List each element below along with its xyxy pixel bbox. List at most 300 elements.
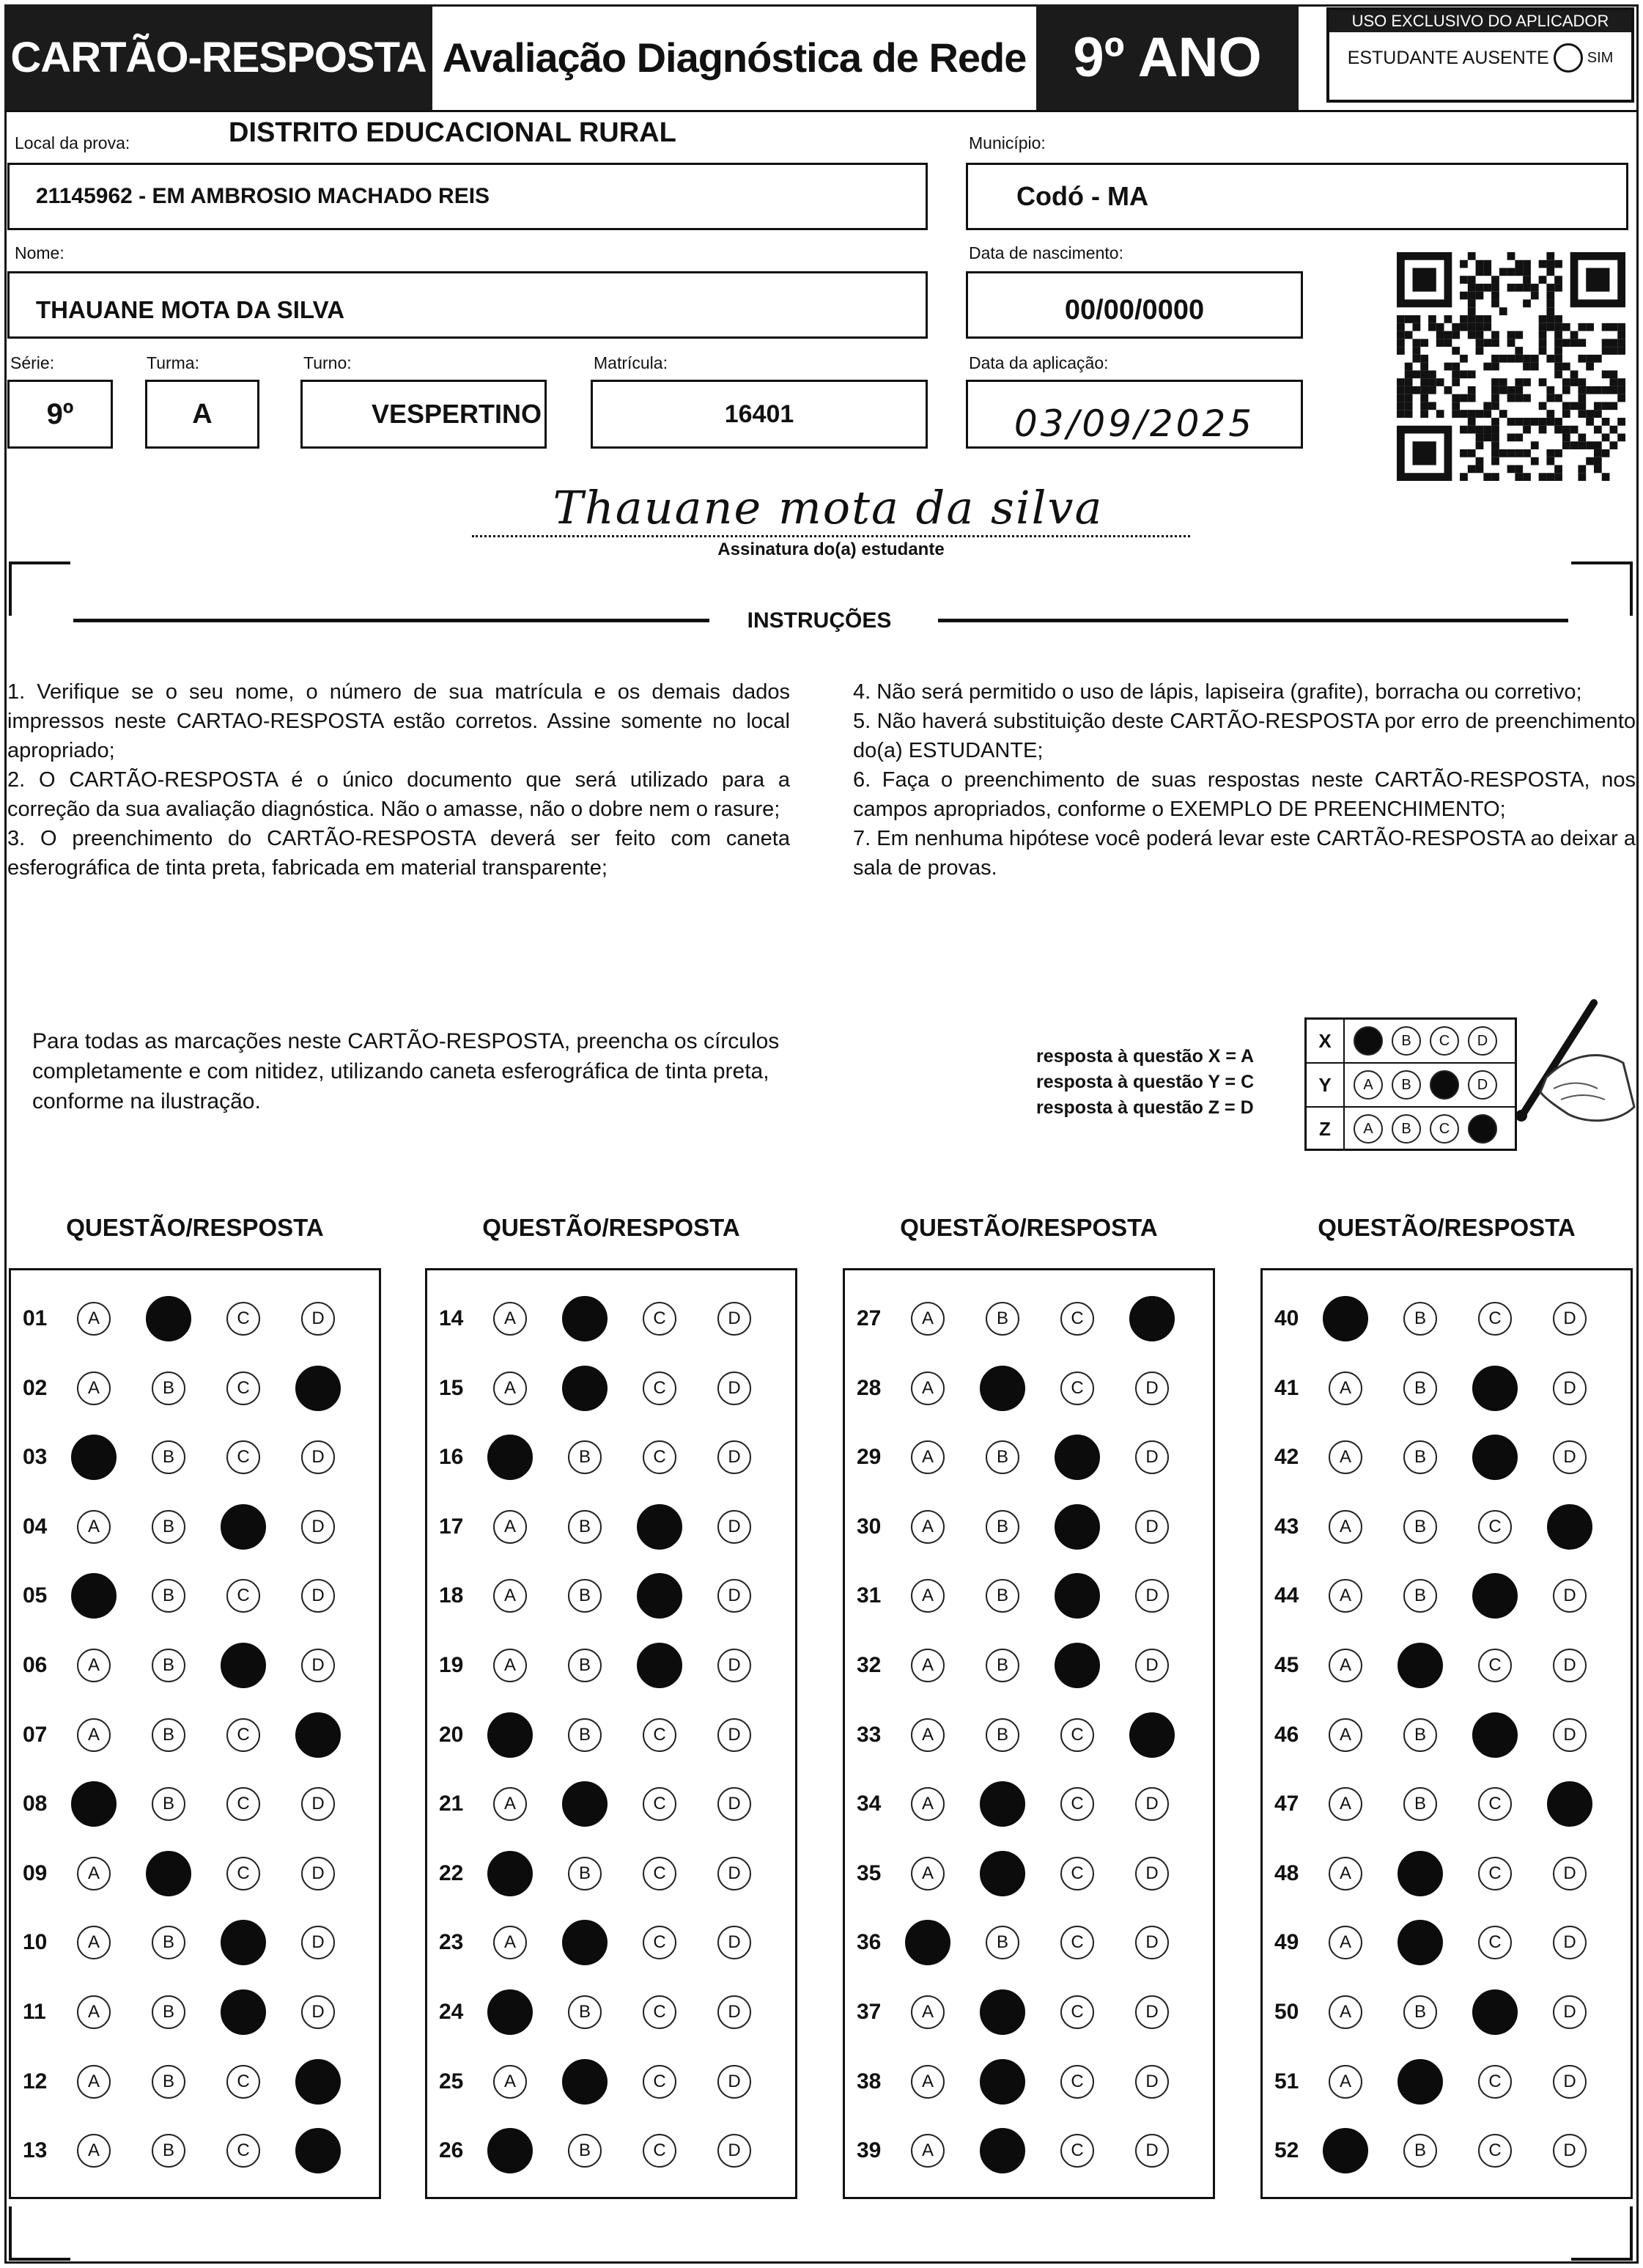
- question-number: 05: [23, 1583, 48, 1608]
- answer-bubble-c[interactable]: C: [643, 2134, 676, 2168]
- answer-bubble-a[interactable]: A: [493, 1649, 527, 1682]
- answer-row: [11, 1990, 379, 2034]
- answer-bubble-b[interactable]: B: [568, 1649, 602, 1682]
- corner-tr: [1571, 562, 1633, 616]
- answer-bubble-b[interactable]: B: [986, 1579, 1019, 1613]
- answer-bubble-a[interactable]: A: [77, 1510, 111, 1544]
- answer-bubble-a[interactable]: A: [911, 1995, 945, 2029]
- answer-bubble-b[interactable]: B: [986, 1718, 1019, 1752]
- answer-bubble-c[interactable]: [1472, 1366, 1518, 1411]
- answer-bubble-a[interactable]: A: [1329, 1857, 1362, 1890]
- question-number: 43: [1274, 1514, 1299, 1539]
- question-number: 22: [439, 1860, 464, 1885]
- answer-row: [427, 1713, 795, 1757]
- answer-bubble-d[interactable]: D: [1135, 2065, 1169, 2099]
- answer-bubble-a[interactable]: [487, 1851, 533, 1896]
- answer-bubble-b[interactable]: B: [568, 1579, 602, 1613]
- answer-bubble-d[interactable]: D: [1135, 1510, 1169, 1544]
- answer-row: [1263, 1852, 1631, 1896]
- answer-bubble-c[interactable]: C: [1478, 1926, 1512, 1959]
- answer-bubble-d[interactable]: D: [1553, 1372, 1587, 1405]
- answer-bubble-d[interactable]: D: [1553, 1440, 1587, 1474]
- answer-bubble-d[interactable]: D: [1135, 1995, 1169, 2029]
- grade-title: 9º ANO: [1036, 4, 1299, 110]
- answer-bubble-d[interactable]: D: [1553, 2134, 1587, 2168]
- answer-bubble-a[interactable]: A: [1329, 1372, 1362, 1405]
- answer-column: [843, 1268, 1215, 2199]
- answer-bubble-d[interactable]: D: [1135, 1857, 1169, 1890]
- answer-bubble-b[interactable]: [1398, 1851, 1443, 1896]
- question-number: 13: [23, 2138, 48, 2163]
- questao-resposta-heading: QUESTÃO/RESPOSTA: [482, 1214, 740, 1241]
- example-legend: [1036, 1044, 1254, 1121]
- answer-bubble-c[interactable]: [1472, 1573, 1518, 1619]
- example-bubble: C: [1430, 1026, 1459, 1056]
- answer-bubble-b[interactable]: B: [152, 1787, 185, 1821]
- answer-bubble-d[interactable]: [1129, 1712, 1175, 1758]
- answer-bubble-c[interactable]: C: [226, 2065, 260, 2099]
- answer-bubble-d[interactable]: D: [717, 1302, 751, 1336]
- answer-bubble-b[interactable]: [146, 1296, 191, 1341]
- answer-row: [1263, 1990, 1631, 2034]
- answer-bubble-a[interactable]: A: [911, 1857, 945, 1890]
- example-bubble: C: [1430, 1114, 1459, 1144]
- answer-bubble-d[interactable]: D: [1553, 1302, 1587, 1336]
- question-number: 48: [1274, 1860, 1299, 1885]
- answer-bubble-a[interactable]: A: [911, 1440, 945, 1474]
- answer-bubble-c[interactable]: [1055, 1643, 1100, 1688]
- answer-bubble-b[interactable]: B: [1403, 1579, 1437, 1613]
- answer-bubble-b[interactable]: [562, 1296, 608, 1341]
- answer-bubble-a[interactable]: A: [77, 1649, 111, 1682]
- answer-row: [845, 1921, 1213, 1965]
- nasc-value: 00/00/0000: [1064, 294, 1205, 325]
- answer-bubble-b[interactable]: B: [986, 1510, 1019, 1544]
- answer-bubble-d[interactable]: D: [1553, 1718, 1587, 1752]
- question-number: 47: [1274, 1792, 1299, 1816]
- answer-bubble-a[interactable]: A: [493, 1787, 527, 1821]
- question-number: 19: [439, 1653, 464, 1677]
- answer-row: [427, 2129, 795, 2173]
- question-number: 16: [439, 1445, 464, 1470]
- example-bubble: B: [1392, 1070, 1421, 1100]
- instr-rule-right: [938, 619, 1568, 622]
- answer-bubble-c[interactable]: [1055, 1435, 1100, 1480]
- example-bubble: D: [1468, 1070, 1497, 1100]
- answer-bubble-a[interactable]: [71, 1435, 117, 1480]
- answer-bubble-c[interactable]: C: [643, 1718, 676, 1752]
- answer-bubble-d[interactable]: D: [1553, 1649, 1587, 1682]
- answer-bubble-b[interactable]: [980, 2059, 1025, 2105]
- answer-bubble-d[interactable]: D: [1135, 1579, 1169, 1613]
- answer-bubble-b[interactable]: B: [1403, 1995, 1437, 2029]
- answer-bubble-b[interactable]: B: [986, 1302, 1019, 1336]
- answer-row: [427, 1505, 795, 1549]
- question-number: 41: [1274, 1375, 1299, 1400]
- answer-row: [1263, 2060, 1631, 2104]
- answer-bubble-c[interactable]: C: [1060, 1787, 1094, 1821]
- answer-bubble-a[interactable]: A: [493, 1302, 527, 1336]
- answer-bubble-b[interactable]: [1398, 2059, 1443, 2105]
- questao-resposta-heading: QUESTÃO/RESPOSTA: [900, 1214, 1158, 1241]
- example-bubble: D: [1468, 1026, 1497, 1056]
- answer-bubble-a[interactable]: A: [77, 1718, 111, 1752]
- example-bubble: [1354, 1026, 1383, 1056]
- answer-bubble-d[interactable]: D: [1135, 1372, 1169, 1405]
- answer-bubble-c[interactable]: [1472, 1435, 1518, 1480]
- answer-bubble-d[interactable]: D: [717, 1857, 751, 1890]
- answer-bubble-c[interactable]: [1055, 1573, 1100, 1619]
- answer-bubble-c[interactable]: C: [1478, 1857, 1512, 1890]
- instr-item-3: 3. O preenchimento do CARTÃO-RESPOSTA deverá ser feito com caneta esferográfica de tinta preta, fabricada em material transparente;: [7, 827, 790, 880]
- answer-bubble-d[interactable]: D: [717, 1440, 751, 1474]
- serie-field: [7, 380, 113, 449]
- answer-row: [427, 1574, 795, 1618]
- answer-bubble-d[interactable]: D: [1553, 1995, 1587, 2029]
- question-number: 23: [439, 1930, 464, 1955]
- question-number: 32: [857, 1653, 882, 1677]
- answer-bubble-b[interactable]: B: [1403, 1302, 1437, 1336]
- answer-bubble-c[interactable]: C: [1478, 2065, 1512, 2099]
- answer-bubble-d[interactable]: D: [717, 1926, 751, 1959]
- answer-bubble-c[interactable]: C: [226, 1857, 260, 1890]
- answer-bubble-d[interactable]: D: [301, 1579, 335, 1613]
- answer-bubble-b[interactable]: [146, 1851, 191, 1896]
- answer-bubble-d[interactable]: [1129, 1296, 1175, 1341]
- question-number: 50: [1274, 2000, 1299, 2024]
- answer-bubble-c[interactable]: [1472, 1712, 1518, 1758]
- answer-bubble-b[interactable]: B: [152, 1718, 185, 1752]
- answer-row: [11, 1505, 379, 1549]
- answer-bubble-c[interactable]: C: [643, 1440, 676, 1474]
- header-rule: [4, 110, 1639, 112]
- answer-bubble-a[interactable]: A: [493, 1926, 527, 1959]
- answer-bubble-c[interactable]: [637, 1643, 682, 1688]
- answer-bubble-d[interactable]: D: [1135, 1649, 1169, 1682]
- answer-bubble-c[interactable]: C: [1478, 1302, 1512, 1336]
- question-number: 36: [857, 1930, 882, 1955]
- answer-bubble-b[interactable]: B: [152, 2065, 185, 2099]
- questao-resposta-heading: QUESTÃO/RESPOSTA: [1318, 1214, 1576, 1241]
- answer-bubble-c[interactable]: C: [643, 1787, 676, 1821]
- answer-row: [427, 1435, 795, 1479]
- exam-title: Avaliação Diagnóstica de Rede: [434, 10, 1035, 104]
- answer-row: [845, 1505, 1213, 1549]
- answer-bubble-c[interactable]: C: [226, 1440, 260, 1474]
- answer-row: [845, 1852, 1213, 1896]
- answer-bubble-a[interactable]: [1323, 2128, 1368, 2173]
- answer-bubble-b[interactable]: B: [152, 1995, 185, 2029]
- answer-bubble-c[interactable]: C: [1060, 1718, 1094, 1752]
- municipio-value: Codó - MA: [1016, 181, 1148, 211]
- answer-bubble-c[interactable]: C: [1060, 2134, 1094, 2168]
- answer-bubble-b[interactable]: B: [568, 1718, 602, 1752]
- answer-bubble-b[interactable]: B: [152, 1510, 185, 1544]
- answer-bubble-a[interactable]: A: [77, 1995, 111, 2029]
- matricula-value: 16401: [724, 400, 794, 428]
- answer-bubble-b[interactable]: B: [1403, 1510, 1437, 1544]
- answer-bubble-d[interactable]: D: [1553, 1579, 1587, 1613]
- answer-row: [11, 1435, 379, 1479]
- question-number: 51: [1274, 2069, 1299, 2094]
- answer-bubble-d[interactable]: D: [717, 2065, 751, 2099]
- answer-bubble-d[interactable]: D: [717, 2134, 751, 2168]
- instr-title: INSTRUÇÕES: [747, 608, 892, 633]
- question-number: 44: [1274, 1583, 1299, 1608]
- answer-bubble-c[interactable]: C: [226, 1302, 260, 1336]
- answer-bubble-a[interactable]: [905, 1920, 950, 1965]
- answer-bubble-d[interactable]: D: [717, 1649, 751, 1682]
- question-number: 35: [857, 1860, 882, 1885]
- answer-bubble-b[interactable]: B: [152, 1649, 185, 1682]
- answer-bubble-a[interactable]: A: [911, 1718, 945, 1752]
- answer-bubble-a[interactable]: A: [77, 2134, 111, 2168]
- answer-bubble-b[interactable]: B: [152, 1440, 185, 1474]
- answer-bubble-b[interactable]: [980, 1366, 1025, 1411]
- question-number: 04: [23, 1514, 48, 1539]
- ausente-bubble[interactable]: [1554, 43, 1583, 73]
- answer-bubble-d[interactable]: [295, 1366, 341, 1411]
- answer-bubble-d[interactable]: D: [717, 1787, 751, 1821]
- answer-row: [11, 1782, 379, 1826]
- answer-bubble-a[interactable]: [1323, 1296, 1368, 1341]
- answer-bubble-c[interactable]: C: [1060, 1857, 1094, 1890]
- answer-bubble-d[interactable]: D: [1135, 1440, 1169, 1474]
- answer-bubble-a[interactable]: A: [911, 2065, 945, 2099]
- answer-bubble-a[interactable]: [71, 1573, 117, 1619]
- answer-bubble-a[interactable]: A: [1329, 1718, 1362, 1752]
- example-row: [1307, 1020, 1515, 1064]
- answer-bubble-a[interactable]: A: [911, 1510, 945, 1544]
- answer-bubble-a[interactable]: A: [493, 1510, 527, 1544]
- signature-line: [472, 535, 1190, 537]
- answer-bubble-a[interactable]: A: [493, 1372, 527, 1405]
- question-number: 39: [857, 2138, 882, 2163]
- question-number: 45: [1274, 1653, 1299, 1677]
- question-number: 02: [23, 1375, 48, 1400]
- answer-bubble-c[interactable]: [637, 1504, 682, 1550]
- answer-bubble-a[interactable]: A: [1329, 1579, 1362, 1613]
- answer-bubble-a[interactable]: A: [77, 2065, 111, 2099]
- answer-bubble-d[interactable]: D: [301, 1440, 335, 1474]
- answer-bubble-a[interactable]: [487, 1435, 533, 1480]
- answer-bubble-b[interactable]: [980, 1989, 1025, 2035]
- answer-bubble-d[interactable]: D: [717, 1510, 751, 1544]
- answer-bubble-b[interactable]: B: [152, 1372, 185, 1405]
- answer-bubble-c[interactable]: [221, 1643, 266, 1688]
- answer-bubble-b[interactable]: B: [986, 1926, 1019, 1959]
- answer-bubble-d[interactable]: D: [301, 1302, 335, 1336]
- answer-bubble-c[interactable]: C: [643, 2065, 676, 2099]
- answer-row: [1263, 2129, 1631, 2173]
- answer-bubble-d[interactable]: D: [301, 1510, 335, 1544]
- answer-row: [845, 2060, 1213, 2104]
- answer-bubble-a[interactable]: A: [1329, 1440, 1362, 1474]
- answer-bubble-c[interactable]: C: [226, 1718, 260, 1752]
- answer-row: [845, 1574, 1213, 1618]
- answer-bubble-b[interactable]: B: [568, 2134, 602, 2168]
- answer-bubble-d[interactable]: D: [717, 1372, 751, 1405]
- instr-item-4: 4. Não será permitido o uso de lápis, lapiseira (grafite), borracha ou corretivo;: [853, 680, 1582, 704]
- answer-bubble-a[interactable]: A: [77, 1926, 111, 1959]
- answer-bubble-c[interactable]: C: [1060, 2065, 1094, 2099]
- answer-bubble-d[interactable]: D: [1135, 2134, 1169, 2168]
- answer-bubble-b[interactable]: [980, 1781, 1025, 1827]
- district-name: DISTRITO EDUCACIONAL RURAL: [229, 117, 676, 148]
- answer-bubble-d[interactable]: D: [301, 1857, 335, 1890]
- answer-bubble-c[interactable]: C: [226, 1579, 260, 1613]
- answer-bubble-a[interactable]: A: [493, 1579, 527, 1613]
- answer-bubble-b[interactable]: [1398, 1920, 1443, 1965]
- example-row: [1307, 1064, 1515, 1108]
- answer-bubble-c[interactable]: C: [1478, 1649, 1512, 1682]
- answer-bubble-b[interactable]: B: [1403, 2134, 1437, 2168]
- answer-bubble-b[interactable]: B: [568, 1995, 602, 2029]
- answer-bubble-c[interactable]: [221, 1920, 266, 1965]
- answer-bubble-d[interactable]: D: [301, 1787, 335, 1821]
- answer-column: [9, 1268, 381, 2199]
- answer-bubble-a[interactable]: A: [77, 1372, 111, 1405]
- answer-bubble-a[interactable]: A: [77, 1302, 111, 1336]
- matricula-label: Matrícula:: [594, 353, 668, 372]
- answer-bubble-d[interactable]: D: [717, 1718, 751, 1752]
- answer-bubble-d[interactable]: D: [717, 1579, 751, 1613]
- answer-bubble-a[interactable]: [487, 1712, 533, 1758]
- answer-bubble-c[interactable]: C: [226, 1787, 260, 1821]
- question-number: 20: [439, 1722, 464, 1747]
- question-number: 34: [857, 1792, 882, 1816]
- answer-row: [11, 1852, 379, 1896]
- answer-column: [425, 1268, 797, 2199]
- answer-bubble-b[interactable]: B: [986, 1440, 1019, 1474]
- answer-bubble-c[interactable]: C: [1478, 1510, 1512, 1544]
- answer-bubble-d[interactable]: D: [1553, 1857, 1587, 1890]
- answer-bubble-b[interactable]: [1398, 1643, 1443, 1688]
- answer-bubble-d[interactable]: D: [301, 1995, 335, 2029]
- answer-bubble-c[interactable]: C: [643, 1995, 676, 2029]
- answer-row: [427, 1990, 795, 2034]
- nasc-label: Data de nascimento:: [969, 243, 1123, 262]
- question-number: 26: [439, 2138, 464, 2163]
- answer-bubble-b[interactable]: [562, 1781, 608, 1827]
- matricula-field: [591, 380, 928, 449]
- answer-bubble-d[interactable]: [295, 1712, 341, 1758]
- answer-bubble-b[interactable]: B: [986, 1649, 1019, 1682]
- answer-bubble-b[interactable]: B: [152, 2134, 185, 2168]
- question-number: 18: [439, 1583, 464, 1608]
- answer-bubble-c[interactable]: C: [1060, 1302, 1094, 1336]
- answer-bubble-b[interactable]: [562, 1920, 608, 1965]
- answer-row: [11, 1713, 379, 1757]
- answer-row: [1263, 1574, 1631, 1618]
- answer-bubble-c[interactable]: C: [643, 1302, 676, 1336]
- answer-bubble-b[interactable]: B: [152, 1926, 185, 1959]
- answer-bubble-a[interactable]: A: [911, 2134, 945, 2168]
- answer-bubble-b[interactable]: B: [568, 1440, 602, 1474]
- question-number: 49: [1274, 1930, 1299, 1955]
- question-number: 30: [857, 1514, 882, 1539]
- answer-bubble-d[interactable]: D: [1553, 2065, 1587, 2099]
- answer-bubble-b[interactable]: [562, 2059, 608, 2105]
- answer-bubble-a[interactable]: A: [1329, 1787, 1362, 1821]
- answer-bubble-d[interactable]: D: [1135, 1787, 1169, 1821]
- answer-bubble-c[interactable]: C: [1478, 1787, 1512, 1821]
- question-number: 31: [857, 1583, 882, 1608]
- answer-bubble-d[interactable]: D: [717, 1995, 751, 2029]
- answer-bubble-a[interactable]: A: [911, 1579, 945, 1613]
- answer-bubble-a[interactable]: A: [1329, 1510, 1362, 1544]
- answer-bubble-b[interactable]: B: [152, 1579, 185, 1613]
- answer-bubble-a[interactable]: A: [911, 1787, 945, 1821]
- answer-bubble-a[interactable]: A: [911, 1302, 945, 1336]
- answer-bubble-d[interactable]: [295, 2059, 341, 2105]
- answer-bubble-a[interactable]: A: [911, 1649, 945, 1682]
- answer-bubble-b[interactable]: B: [568, 1510, 602, 1544]
- answer-bubble-d[interactable]: D: [301, 1649, 335, 1682]
- answer-bubble-c[interactable]: C: [643, 1372, 676, 1405]
- answer-bubble-a[interactable]: A: [493, 2065, 527, 2099]
- example-row-label: X: [1307, 1020, 1345, 1062]
- answer-bubble-a[interactable]: [487, 1989, 533, 2035]
- answer-bubble-c[interactable]: [1472, 1989, 1518, 2035]
- answer-row: [11, 2129, 379, 2173]
- answer-row: [1263, 1643, 1631, 1687]
- answer-bubble-b[interactable]: [980, 2128, 1025, 2173]
- answer-bubble-d[interactable]: [295, 2128, 341, 2173]
- answer-bubble-c[interactable]: C: [643, 1857, 676, 1890]
- answer-bubble-b[interactable]: [562, 1366, 608, 1411]
- answer-bubble-d[interactable]: [1547, 1781, 1592, 1827]
- answer-bubble-b[interactable]: B: [568, 1857, 602, 1890]
- answer-bubble-b[interactable]: B: [1403, 1372, 1437, 1405]
- answer-bubble-c[interactable]: C: [226, 2134, 260, 2168]
- answer-bubble-c[interactable]: [221, 1504, 266, 1550]
- answer-bubble-d[interactable]: D: [1553, 1926, 1587, 1959]
- answer-bubble-b[interactable]: B: [1403, 1718, 1437, 1752]
- answer-bubble-c[interactable]: [1055, 1504, 1100, 1550]
- answer-bubble-a[interactable]: A: [77, 1857, 111, 1890]
- answer-bubble-c[interactable]: [637, 1573, 682, 1619]
- answer-row: [845, 1782, 1213, 1826]
- answer-bubble-a[interactable]: A: [1329, 1926, 1362, 1959]
- answer-bubble-a[interactable]: A: [1329, 1995, 1362, 2029]
- answer-bubble-c[interactable]: C: [643, 1926, 676, 1959]
- local-field: [7, 163, 928, 230]
- answer-bubble-c[interactable]: [221, 1989, 266, 2035]
- answer-bubble-b[interactable]: B: [1403, 1440, 1437, 1474]
- answer-bubble-a[interactable]: A: [1329, 2065, 1362, 2099]
- answer-bubble-d[interactable]: [1547, 1504, 1592, 1550]
- answer-bubble-c[interactable]: C: [1060, 1372, 1094, 1405]
- answer-bubble-a[interactable]: A: [911, 1372, 945, 1405]
- answer-bubble-a[interactable]: [487, 2128, 533, 2173]
- answer-bubble-b[interactable]: [980, 1851, 1025, 1896]
- turma-label: Turma:: [147, 353, 199, 372]
- question-number: 38: [857, 2069, 882, 2094]
- answer-bubble-c[interactable]: C: [1060, 1995, 1094, 2029]
- example-bubble: [1430, 1070, 1459, 1100]
- answer-bubble-a[interactable]: [71, 1781, 117, 1827]
- answer-bubble-a[interactable]: A: [1329, 1649, 1362, 1682]
- ausente-row: [1329, 32, 1631, 84]
- answer-bubble-c[interactable]: C: [1060, 1926, 1094, 1959]
- answer-bubble-d[interactable]: D: [301, 1926, 335, 1959]
- answer-column: [1260, 1268, 1633, 2199]
- answer-bubble-c[interactable]: C: [226, 1372, 260, 1405]
- answer-bubble-b[interactable]: B: [1403, 1787, 1437, 1821]
- answer-bubble-c[interactable]: C: [1478, 2134, 1512, 2168]
- answer-bubble-d[interactable]: D: [1135, 1926, 1169, 1959]
